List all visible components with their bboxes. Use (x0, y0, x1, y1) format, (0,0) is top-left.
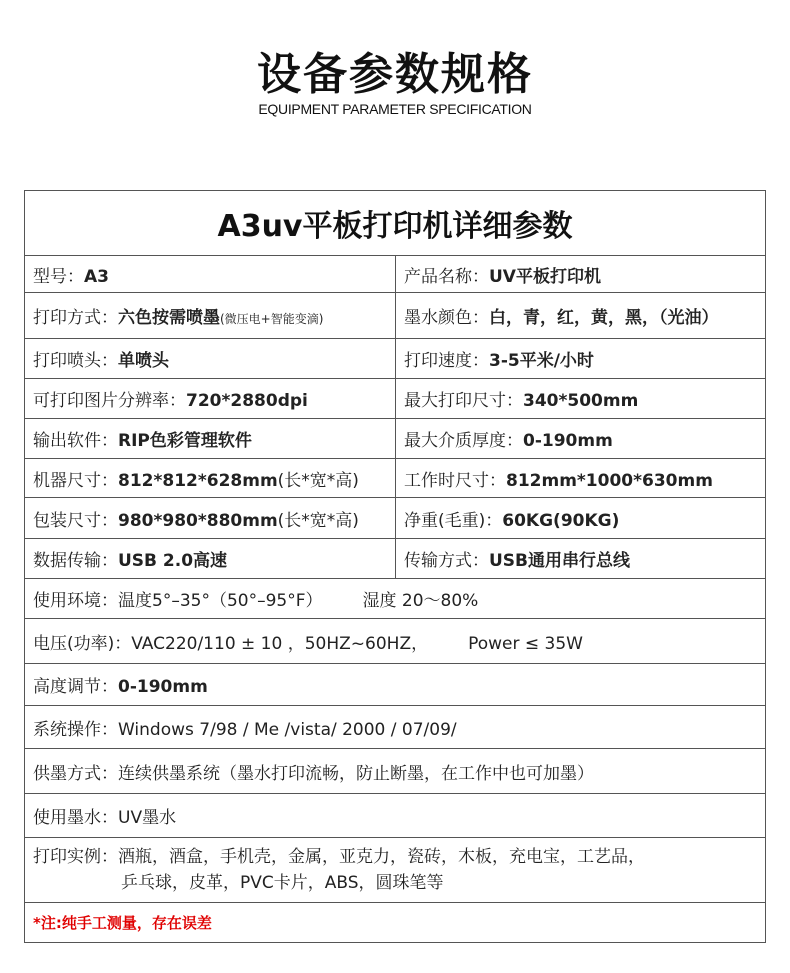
spec-cell (396, 459, 766, 498)
spec-label: 产品名称： (404, 266, 489, 287)
examples-label: 打印实例： (33, 847, 118, 867)
spec-value: A3 (84, 266, 109, 287)
table-row (25, 619, 766, 664)
spec-cell (25, 293, 396, 339)
spec-value: 温度5°–35°（50°–95°F） (118, 591, 323, 611)
table-row (25, 459, 766, 498)
spec-cell (25, 459, 396, 498)
spec-cell (25, 419, 396, 459)
table-row (25, 419, 766, 459)
table-row (25, 339, 766, 379)
note: *注:纯手工测量，存在误差 (25, 903, 766, 943)
spec-cell (25, 749, 766, 794)
spec-label: 型号： (33, 266, 84, 287)
spec-label: 打印方式： (33, 308, 118, 328)
spec-cell (396, 379, 766, 419)
spec-cell (25, 706, 766, 749)
spec-extra: (长*宽*高) (277, 470, 359, 491)
spec-cell (25, 539, 396, 579)
table-row (25, 379, 766, 419)
spec-cell (25, 498, 396, 539)
table-row (25, 579, 766, 619)
spec-value: 六色按需喷墨 (118, 308, 220, 328)
spec-cell (396, 498, 766, 539)
spec-cell (25, 256, 396, 293)
table-title: A3uv平板打印机详细参数 (25, 191, 766, 256)
spec-value: 3-5平米/小时 (489, 351, 594, 371)
spec-cell (25, 339, 396, 379)
spec-label: 使用环境： (33, 591, 118, 611)
spec-value: 980*980*880mm (118, 510, 278, 531)
spec-cell (25, 794, 766, 838)
spec-extra: (微压电+智能变滴) (220, 312, 324, 326)
spec-label: 工作时尺寸： (404, 470, 506, 491)
spec-value: UV墨水 (118, 808, 177, 828)
spec-label: 最大介质厚度： (404, 431, 523, 451)
table-row (25, 498, 766, 539)
spec-cell (396, 293, 766, 339)
spec-value: USB通用串行总线 (489, 551, 631, 571)
spec-label: 可打印图片分辨率： (33, 391, 186, 411)
spec-label: 包装尺寸： (33, 510, 118, 531)
spec-label: 系统操作： (33, 719, 118, 740)
spec-label: 数据传输： (33, 551, 118, 571)
spec-label: 最大打印尺寸： (404, 391, 523, 411)
spec-value: 白，青，红，黄，黑， (489, 308, 659, 328)
table-row (25, 749, 766, 794)
spec-extra: (长*宽*高) (277, 510, 359, 531)
examples-line1: 酒瓶，酒盒，手机壳，金属，亚克力，瓷砖，木板，充电宝，工艺品， (118, 847, 645, 867)
spec-label: 高度调节： (33, 677, 118, 697)
spec-label: 供墨方式： (33, 763, 118, 784)
spec-label: 电压(功率)： (33, 633, 132, 654)
spec-cell (396, 339, 766, 379)
spec-label: 机器尺寸： (33, 470, 118, 491)
table-row (25, 256, 766, 293)
page-title: 设备参数规格 (257, 49, 533, 100)
examples-line2: 乒乓球，皮革，PVC卡片，ABS，圆珠笔等 (121, 873, 444, 893)
spec-value: 连续供墨系统（墨水打印流畅，防止断墨，在工作中也可加墨） (118, 763, 594, 784)
spec-value: 340*500mm (523, 391, 639, 411)
spec-extra: Power ≤ 35W (468, 633, 583, 654)
spec-value: 60KG(90KG) (502, 510, 620, 531)
spec-cell (25, 579, 766, 619)
page-subtitle: EQUIPMENT PARAMETER SPECIFICATION (258, 101, 532, 117)
spec-label: 传输方式： (404, 551, 489, 571)
spec-label: 使用墨水： (33, 808, 118, 828)
spec-cell (25, 619, 766, 664)
spec-value: 0-190mm (523, 431, 613, 451)
spec-value: VAC220/110 ± 10 ，50HZ~60HZ， (131, 633, 429, 654)
spec-value: 单喷头 (118, 351, 169, 371)
spec-value: 812mm*1000*630mm (506, 470, 713, 491)
spec-value: UV平板打印机 (489, 266, 601, 287)
spec-extra: 湿度 20～80% (362, 591, 479, 611)
table-row (25, 539, 766, 579)
spec-extra: （光油） (659, 308, 719, 328)
print-examples (25, 838, 766, 903)
spec-value: 720*2880dpi (186, 391, 308, 411)
spec-label: 输出软件： (33, 431, 118, 451)
spec-label: 打印速度： (404, 351, 489, 371)
table-row (25, 293, 766, 339)
spec-value: 812*812*628mm (118, 470, 278, 491)
spec-cell (396, 539, 766, 579)
spec-table (24, 190, 766, 943)
spec-cell (25, 379, 396, 419)
spec-label: 墨水颜色： (404, 308, 489, 328)
table-row (25, 664, 766, 706)
spec-value: 0-190mm (118, 677, 208, 697)
spec-cell (396, 256, 766, 293)
table-row (25, 794, 766, 838)
spec-value: RIP色彩管理软件 (118, 431, 252, 451)
spec-cell (396, 419, 766, 459)
table-row (25, 706, 766, 749)
spec-value: Windows 7/98 / Me /vista/ 2000 / 07/09/ (118, 719, 457, 740)
spec-value: USB 2.0高速 (118, 551, 228, 571)
spec-label: 净重(毛重)： (404, 510, 503, 531)
spec-label: 打印喷头： (33, 351, 118, 371)
spec-cell (25, 664, 766, 706)
